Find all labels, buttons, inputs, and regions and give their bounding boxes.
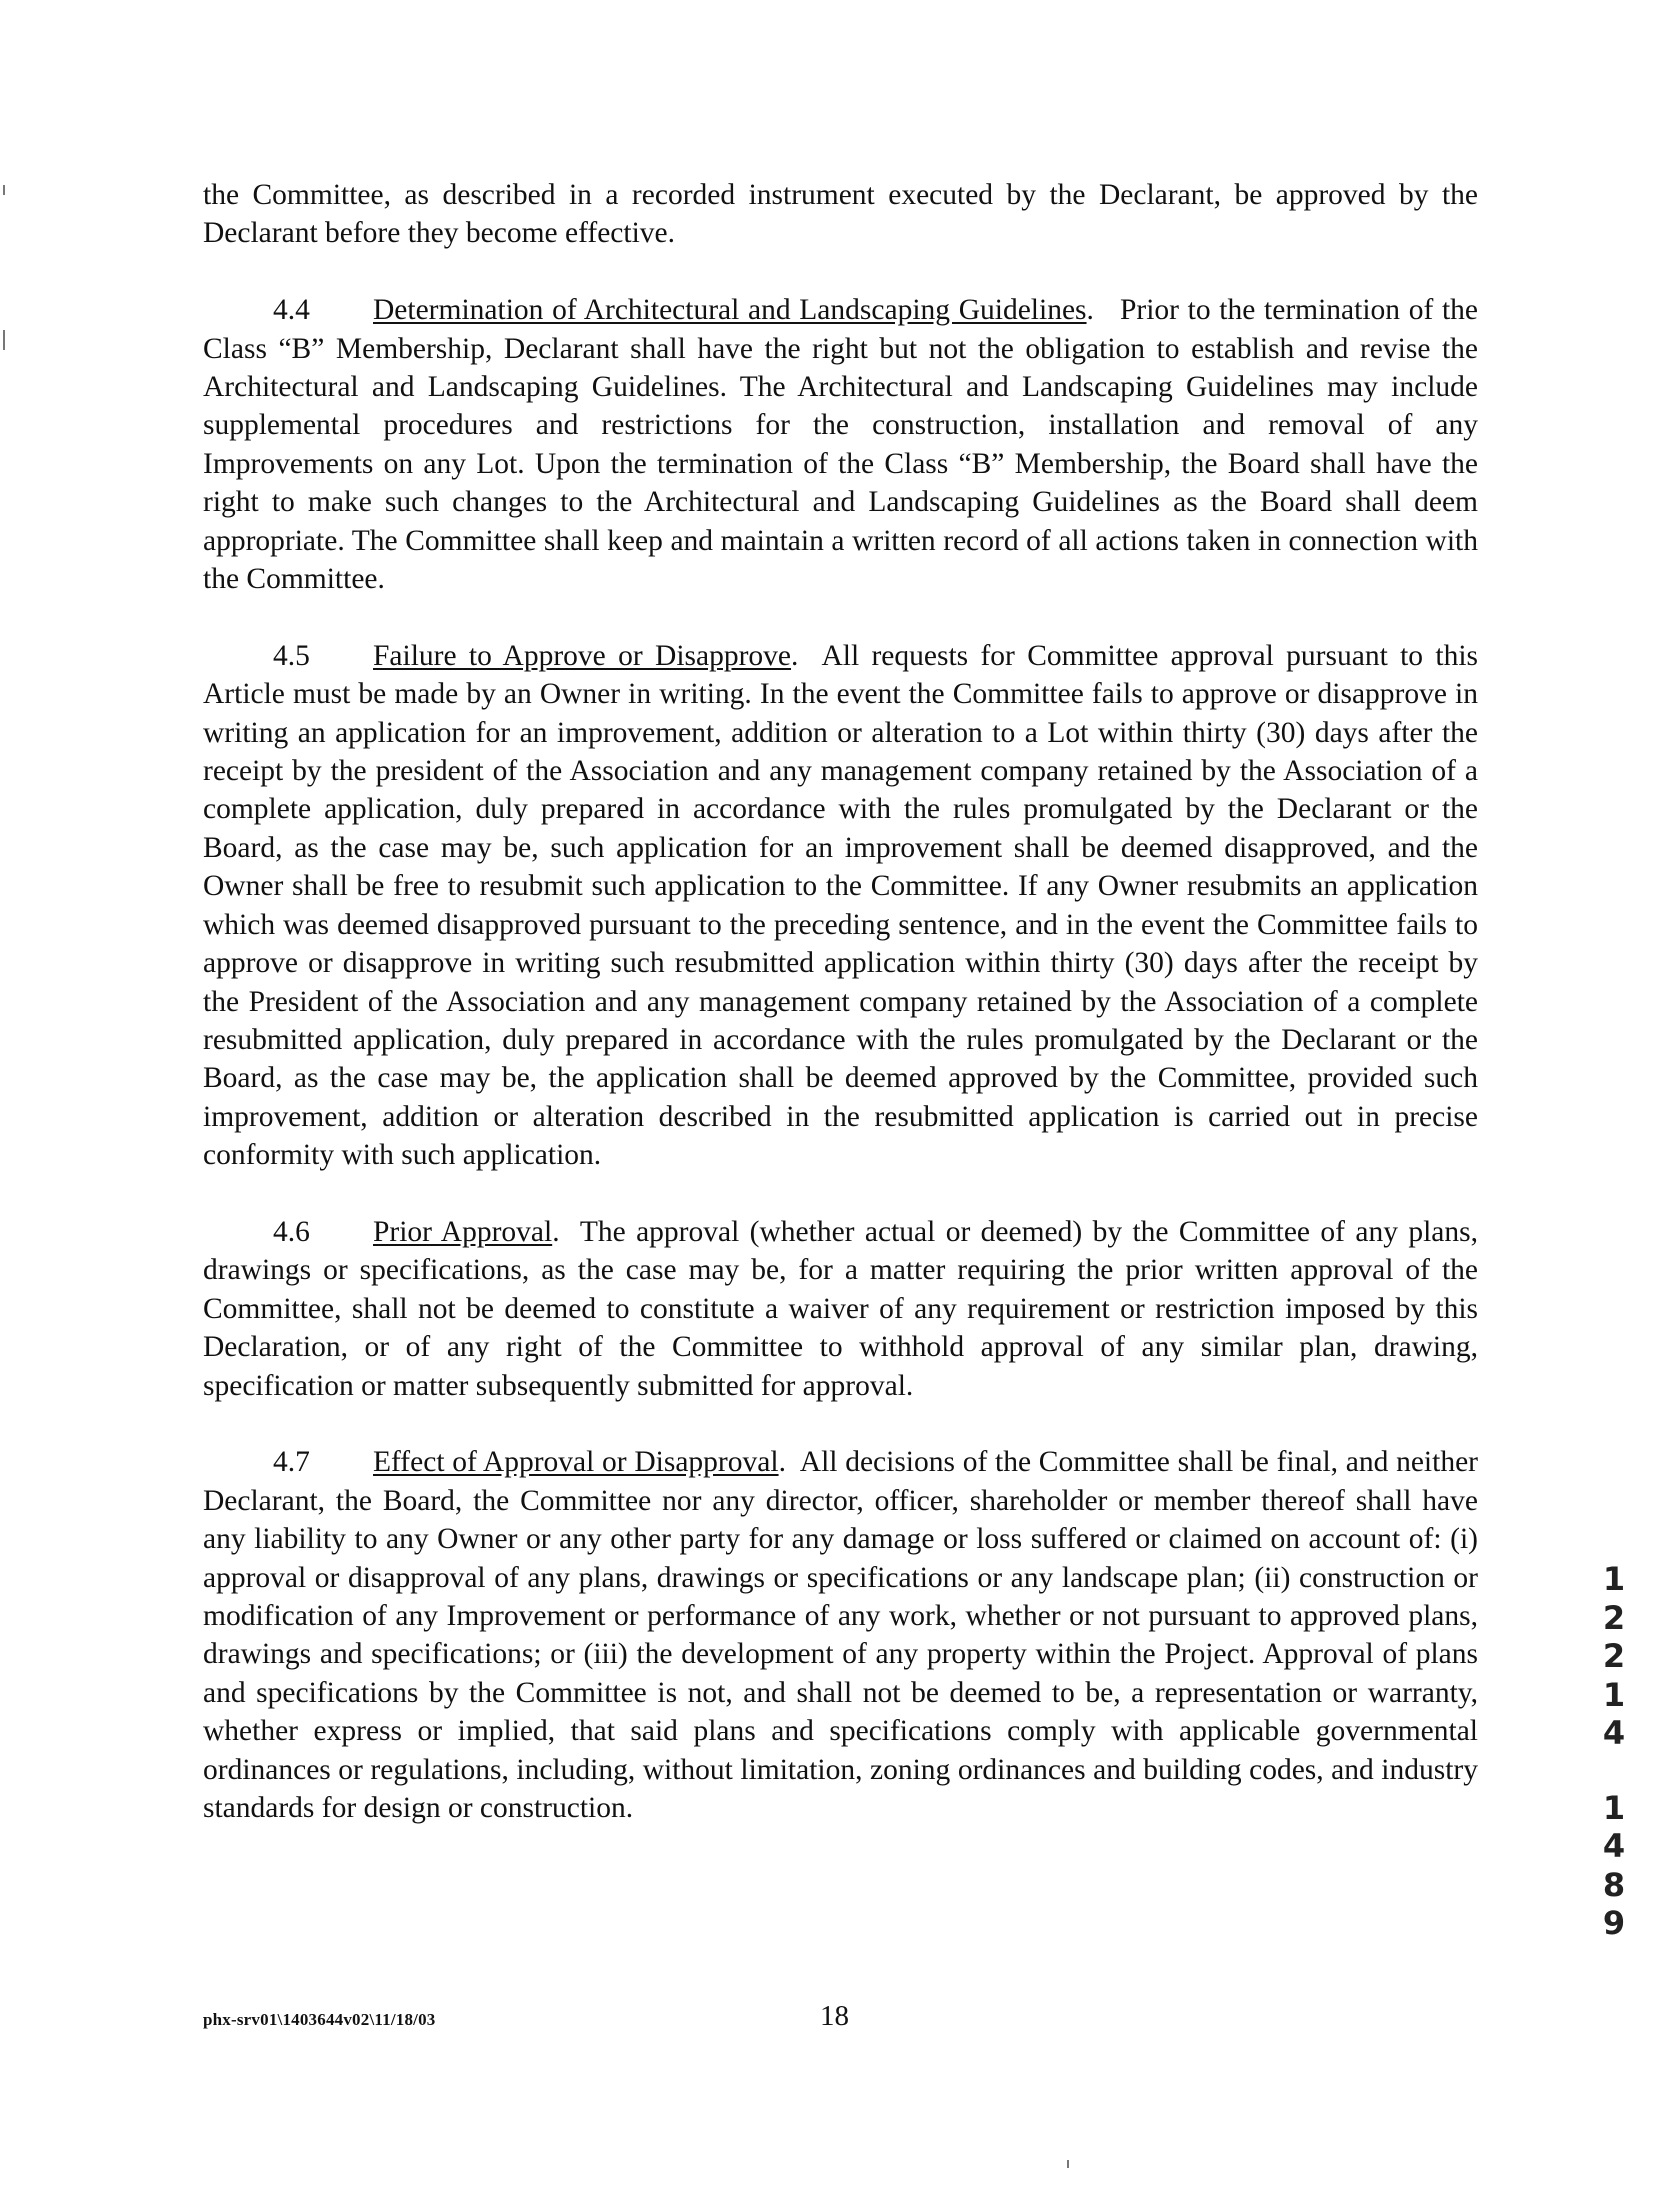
stamp-digit: 1 — [1602, 1675, 1626, 1714]
stamp-digit: 2 — [1602, 1637, 1626, 1675]
stamp-digit: 4 — [1602, 1827, 1626, 1865]
page-number: 18 — [820, 2000, 849, 2032]
stamp-digit: 8 — [1602, 1865, 1626, 1904]
section-body: Prior to the termination of the Class “B” Membership, Declarant shall have the right but not the obligation to establish and revise the Architectural and Landscaping Guidelines. The Architectural and Landscaping Guidelines may include supplemental procedures and restrictions for the construction, installation and removal of any Improvements on any Lot. Upon the termination of the Class “B” Membership, the Board shall have the right to make such changes to the Architectural and Landscaping Guidelines as the Board shall deem appropriate. The Committee shall keep and maintain a written record of all actions taken in connection with the Committee. — [203, 294, 1479, 596]
scan-mark — [3, 185, 5, 195]
section-heading: Effect of Approval or Disapproval — [373, 1446, 779, 1479]
stamp-digit: 9 — [1602, 1904, 1626, 1942]
continuation-paragraph: the Committee, as described in a recorded instrument executed by the Declarant, be approved by the Declarant before they become effective. — [203, 179, 1478, 250]
section-number: 4.4 — [273, 294, 310, 327]
section-4-5: 4.5 Failure to Approve or Disapprove. All requests for Committee approval pursuant to this Article must be made by an Owner in writing. In the event the Committee fails to approve or disapprove in writing an application for an improvement, addition or alteration to a Lot within thirty (30) days after the receipt by the president of the Association and any management company retained by the Association of a complete application, duly prepared in accordance with the rules promulgated by the Declarant or the Board, as the case may be, such application for an improvement shall be deemed disapproved, and the Owner shall be free to resubmit such application to the Committee. If any Owner resubmits an application which was deemed disapproved pursuant to the preceding sentence, and in the event the Committee fails to approve or disapprove in writing such resubmitted application within thirty (30) days after the receipt by the President of the Association and any management company retained by the Association of a complete resubmitted application, duly prepared in accordance with the rules promulgated by the Declarant or the Board, as the case may be, the application shall be deemed approved by the Committee, provided such improvement, addition or alteration described in the resubmitted application is carried out in precise conformity with such application. — [203, 637, 1478, 1175]
stamp-digit: 2 — [1602, 1598, 1626, 1637]
section-4-6: 4.6 Prior Approval. The approval (whether actual or deemed) by the Committee of any plans, drawings or specifications, as the case may be, for a matter requiring the prior written approval of the Committee, shall not be deemed to constitute a waiver of any requirement or restriction imposed by this Declaration, or of any right of the Committee to withhold approval of any similar plan, drawing, specification or matter subsequently submitted for approval. — [203, 1213, 1478, 1405]
section-number: 4.7 — [273, 1446, 310, 1479]
stamp-digit: 1 — [1602, 1788, 1626, 1827]
scan-mark — [1067, 2160, 1069, 2168]
stamp-digit: 1 — [1602, 1560, 1626, 1598]
stamp-digit: 4 — [1602, 1714, 1626, 1752]
section-body: The approval (whether actual or deemed) by the Committee of any plans, drawings or specifications, as the case may be, for a matter requiring the prior written approval of the Committee, shall not be deemed to constitute a waiver of any requirement or restriction imposed by this Declaration, or of any right of the Committee to withhold approval of any similar plan, drawing, specification or matter subsequently submitted for approval. — [203, 1215, 1478, 1402]
section-body: All decisions of the Committee shall be final, and neither Declarant, the Board, the Committee nor any director, officer, shareholder or member thereof shall have any liability to any Owner or any other party for any damage or loss suffered or claimed on account of: (i) approval or disapproval of any plans, drawings or specifications or any landscape plan; (ii) construction or modification of any Improvement or performance of any work, whether or not pursuant to approved plans, drawings and specifications; or (iii) the development of any property within the Project. Approval of plans and specifications by the Committee is not, and shall not be deemed to be, a representation or warranty, whether express or implied, that said plans and specifications comply with applicable governmental ordinances or regulations, including, without limitation, zoning ordinances and building codes, and industry standards for design or construction. — [203, 1446, 1478, 1824]
document-body — [203, 176, 1478, 1866]
footer-document-id: phx-srv01\1403644v02\11/18/03 — [203, 2010, 436, 2029]
section-number: 4.6 — [273, 1215, 310, 1248]
section-4-7: 4.7 Effect of Approval or Disapproval. All decisions of the Committee shall be final, and neither Declarant, the Board, the Committee nor any director, officer, shareholder or member thereof shall have any liability to any Owner or any other party for any damage or loss suffered or claimed on account of: (i) approval or disapproval of any plans, drawings or specifications or any landscape plan; (ii) construction or modification of any Improvement or performance of any work, whether or not pursuant to approved plans, drawings and specifications; or (iii) the development of any property within the Project. Approval of plans and specifications by the Committee is not, and shall not be deemed to be, a representation or warranty, whether express or implied, that said plans and specifications comply with applicable governmental ordinances or regulations, including, without limitation, zoning ordinances and building codes, and industry standards for design or construction. — [203, 1443, 1478, 1827]
section-heading: Determination of Architectural and Landscaping Guidelines — [373, 294, 1087, 327]
section-4-4: 4.4 Determination of Architectural and Landscaping Guidelines. Prior to the termination of the Class “B” Membership, Declarant shall have the right but not the obligation to establish and revise the Architectural and Landscaping Guidelines. The Architectural and Landscaping Guidelines may include supplemental procedures and restrictions for the construction, installation and removal of any Improvements on any Lot. Upon the termination of the Class “B” Membership, the Board shall have the right to make such changes to the Architectural and Landscaping Guidelines as the Board shall deem appropriate. The Committee shall keep and maintain a written record of all actions taken in connection with the Committee. — [203, 291, 1478, 598]
section-body: All requests for Committee approval pursuant to this Article must be made by an Owner in writing. In the event the Committee fails to approve or disapprove in writing an application for an improvement, addition or alteration to a Lot within thirty (30) days after the receipt by the president of the Association and any management company retained by the Association of a complete application, duly prepared in accordance with the rules promulgated by the Declarant or the Board, as the case may be, such application for an improvement shall be deemed disapproved, and the Owner shall be free to resubmit such application to the Committee. If any Owner resubmits an application which was deemed disapproved pursuant to the preceding sentence, and in the event the Committee fails to approve or disapprove in writing such resubmitted application within thirty (30) days after the receipt by the President of the Association and any management company retained by the Association of a complete resubmitted application, duly prepared in accordance with the rules promulgated by the Declarant or the Board, as the case may be, the application shall be deemed approved by the Committee, provided such improvement, addition or alteration described in the resubmitted application is carried out in precise conformity with such application. — [203, 639, 1478, 1172]
section-heading: Failure to Approve or Disapprove — [373, 639, 792, 672]
section-heading: Prior Approval — [373, 1215, 553, 1248]
section-number: 4.5 — [273, 639, 310, 672]
recording-stamp — [1594, 1560, 1634, 1943]
scan-mark — [3, 330, 5, 350]
